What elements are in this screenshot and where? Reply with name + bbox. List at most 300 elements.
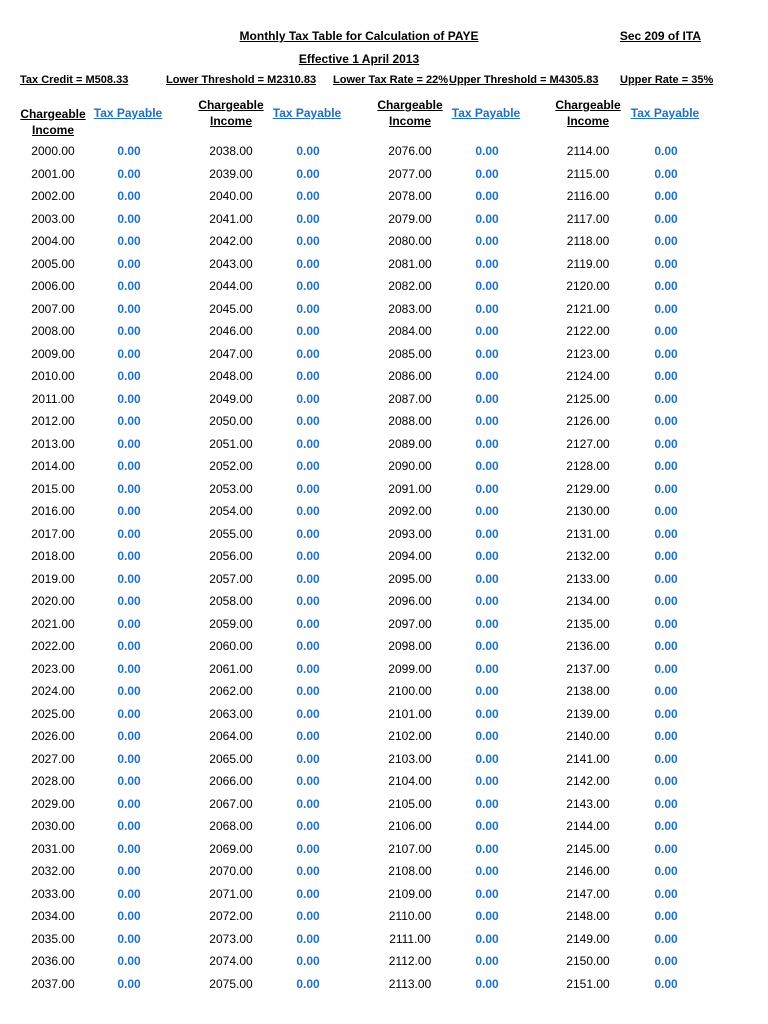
chargeable-income-cell: 2123.00 (566, 346, 610, 361)
tax-payable-cell: 0.00 (475, 864, 499, 878)
chargeable-income-cell: 2093.00 (388, 526, 432, 541)
tax-payable-cell: 0.00 (654, 549, 678, 563)
chargeable-income-cell: 2046.00 (209, 324, 253, 338)
chargeable-income-cell: 2089.00 (388, 436, 432, 451)
tax-payable-cell: 0.00 (654, 639, 678, 653)
tax-payable-cell: 0.00 (654, 211, 678, 226)
tax-payable-cell: 0.00 (117, 616, 141, 631)
chargeable-income-cell: 2142.00 (566, 774, 610, 788)
tax-payable-cell: 0.00 (654, 819, 678, 833)
tax-payable-cell: 0.00 (296, 954, 320, 968)
chargeable-income-cell: 2102.00 (388, 729, 432, 743)
tax-payable-cell: 0.00 (654, 931, 678, 946)
chargeable-income-cell: 2148.00 (566, 909, 610, 923)
tax-payable-cell: 0.00 (117, 301, 141, 316)
chargeable-income-cell: 2121.00 (566, 301, 610, 316)
header-line: Chargeable (20, 107, 86, 121)
tax-payable-cell: 0.00 (117, 751, 141, 766)
tax-payable-cell: 0.00 (296, 436, 320, 451)
tax-payable-cell: 0.00 (296, 819, 320, 833)
tax-payable-cell: 0.00 (296, 841, 320, 856)
tax-payable-cell: 0.00 (117, 639, 141, 653)
chargeable-income-cell: 2128.00 (566, 459, 610, 473)
chargeable-income-cell: 2109.00 (388, 886, 432, 901)
chargeable-income-cell: 2112.00 (388, 954, 432, 968)
tax-payable-cell: 0.00 (475, 234, 499, 248)
tax-payable-cell: 0.00 (296, 459, 320, 473)
chargeable-income-header (191, 97, 271, 129)
chargeable-income-cell: 2113.00 (388, 976, 432, 991)
tax-payable-cell: 0.00 (475, 729, 499, 743)
chargeable-income-cell: 2072.00 (209, 909, 253, 923)
tax-payable-cell: 0.00 (296, 796, 320, 811)
header-line: Chargeable (555, 98, 621, 112)
tax-payable-cell: 0.00 (117, 661, 141, 676)
tax-payable-cell: 0.00 (117, 481, 141, 496)
tax-payable-cell: 0.00 (654, 684, 678, 698)
tax-payable-cell: 0.00 (296, 684, 320, 698)
chargeable-income-cell: 2069.00 (209, 841, 253, 856)
tax-payable-cell: 0.00 (475, 436, 499, 451)
chargeable-income-cell: 2064.00 (209, 729, 253, 743)
tax-payable-header: Tax Payable (630, 106, 700, 120)
chargeable-income-cell: 2087.00 (388, 391, 432, 406)
chargeable-income-header (13, 106, 93, 138)
tax-payable-cell: 0.00 (654, 189, 678, 203)
tax-payable-cell: 0.00 (296, 571, 320, 586)
chargeable-income-cell: 2059.00 (209, 616, 253, 631)
tax-payable-cell: 0.00 (475, 481, 499, 496)
tax-payable-cell: 0.00 (117, 504, 141, 518)
chargeable-income-cell: 2095.00 (388, 571, 432, 586)
chargeable-income-cell: 2132.00 (566, 549, 610, 563)
tax-payable-cell: 0.00 (654, 391, 678, 406)
chargeable-income-cell: 2092.00 (388, 504, 432, 518)
chargeable-income-cell: 2091.00 (388, 481, 432, 496)
chargeable-income-cell: 2020.00 (31, 594, 75, 608)
chargeable-income-cell: 2077.00 (388, 166, 432, 181)
tax-payable-cell: 0.00 (475, 616, 499, 631)
chargeable-income-cell: 2034.00 (31, 909, 75, 923)
tax-credit: Tax Credit = M508.33 (20, 74, 129, 86)
chargeable-income-cell: 2018.00 (31, 549, 75, 563)
tax-payable-cell: 0.00 (475, 144, 499, 158)
tax-payable-cell: 0.00 (654, 751, 678, 766)
chargeable-income-cell: 2131.00 (566, 526, 610, 541)
tax-payable-cell: 0.00 (475, 256, 499, 271)
header-line: Income (31, 123, 74, 137)
tax-payable-cell: 0.00 (654, 571, 678, 586)
tax-payable-cell: 0.00 (296, 211, 320, 226)
chargeable-income-cell: 2086.00 (388, 369, 432, 383)
tax-payable-cell: 0.00 (475, 189, 499, 203)
chargeable-income-cell: 2042.00 (209, 234, 253, 248)
tax-payable-cell: 0.00 (296, 324, 320, 338)
upper-rate: Upper Rate = 35% (620, 74, 714, 86)
tax-payable-cell: 0.00 (654, 661, 678, 676)
tax-payable-cell: 0.00 (117, 324, 141, 338)
chargeable-income-cell: 2043.00 (209, 256, 253, 271)
tax-payable-cell: 0.00 (296, 706, 320, 721)
tax-payable-cell: 0.00 (475, 324, 499, 338)
tax-payable-cell: 0.00 (117, 459, 141, 473)
chargeable-income-cell: 2044.00 (209, 279, 253, 293)
chargeable-income-cell: 2145.00 (566, 841, 610, 856)
tax-payable-cell: 0.00 (654, 234, 678, 248)
tax-payable-cell: 0.00 (475, 301, 499, 316)
chargeable-income-cell: 2138.00 (566, 684, 610, 698)
tax-payable-cell: 0.00 (117, 909, 141, 923)
chargeable-income-cell: 2104.00 (388, 774, 432, 788)
chargeable-income-cell: 2041.00 (209, 211, 253, 226)
chargeable-income-cell: 2026.00 (31, 729, 75, 743)
chargeable-income-cell: 2117.00 (566, 211, 610, 226)
chargeable-income-cell: 2122.00 (566, 324, 610, 338)
tax-payable-cell: 0.00 (296, 616, 320, 631)
header-line: Income (566, 114, 609, 128)
tax-payable-cell: 0.00 (117, 796, 141, 811)
chargeable-income-cell: 2144.00 (566, 819, 610, 833)
chargeable-income-cell: 2073.00 (209, 931, 253, 946)
chargeable-income-cell: 2056.00 (209, 549, 253, 563)
chargeable-income-cell: 2088.00 (388, 414, 432, 428)
tax-payable-cell: 0.00 (654, 369, 678, 383)
tax-payable-cell: 0.00 (296, 234, 320, 248)
chargeable-income-cell: 2021.00 (31, 616, 75, 631)
chargeable-income-cell: 2049.00 (209, 391, 253, 406)
chargeable-income-cell: 2017.00 (31, 526, 75, 541)
chargeable-income-cell: 2007.00 (31, 301, 75, 316)
tax-payable-cell: 0.00 (296, 661, 320, 676)
chargeable-income-cell: 2130.00 (566, 504, 610, 518)
chargeable-income-cell: 2135.00 (566, 616, 610, 631)
tax-payable-header: Tax Payable (272, 106, 342, 120)
tax-payable-cell: 0.00 (475, 639, 499, 653)
tax-payable-cell: 0.00 (475, 346, 499, 361)
chargeable-income-cell: 2075.00 (209, 976, 253, 991)
tax-payable-cell: 0.00 (654, 414, 678, 428)
tax-payable-cell: 0.00 (117, 954, 141, 968)
tax-payable-cell: 0.00 (117, 189, 141, 203)
tax-payable-cell: 0.00 (654, 909, 678, 923)
chargeable-income-cell: 2070.00 (209, 864, 253, 878)
tax-payable-cell: 0.00 (296, 774, 320, 788)
tax-payable-cell: 0.00 (475, 526, 499, 541)
chargeable-income-cell: 2137.00 (566, 661, 610, 676)
tax-payable-cell: 0.00 (654, 504, 678, 518)
tax-payable-cell: 0.00 (475, 571, 499, 586)
chargeable-income-cell: 2080.00 (388, 234, 432, 248)
header-line: Income (209, 114, 252, 128)
chargeable-income-cell: 2140.00 (566, 729, 610, 743)
tax-payable-cell: 0.00 (117, 819, 141, 833)
tax-payable-cell: 0.00 (117, 571, 141, 586)
chargeable-income-cell: 2127.00 (566, 436, 610, 451)
chargeable-income-cell: 2039.00 (209, 166, 253, 181)
tax-payable-cell: 0.00 (654, 256, 678, 271)
chargeable-income-cell: 2101.00 (388, 706, 432, 721)
tax-payable-cell: 0.00 (117, 279, 141, 293)
tax-payable-cell: 0.00 (117, 211, 141, 226)
chargeable-income-cell: 2006.00 (31, 279, 75, 293)
chargeable-income-cell: 2003.00 (31, 211, 75, 226)
chargeable-income-cell: 2048.00 (209, 369, 253, 383)
chargeable-income-cell: 2115.00 (566, 166, 610, 181)
tax-payable-cell: 0.00 (296, 189, 320, 203)
tax-payable-cell: 0.00 (117, 886, 141, 901)
chargeable-income-header (548, 97, 628, 129)
tax-payable-cell: 0.00 (296, 639, 320, 653)
chargeable-income-cell: 2058.00 (209, 594, 253, 608)
tax-payable-cell: 0.00 (475, 819, 499, 833)
tax-payable-cell: 0.00 (296, 751, 320, 766)
tax-payable-cell: 0.00 (654, 616, 678, 631)
chargeable-income-cell: 2045.00 (209, 301, 253, 316)
tax-payable-cell: 0.00 (117, 234, 141, 248)
tax-payable-cell: 0.00 (296, 886, 320, 901)
chargeable-income-cell: 2016.00 (31, 504, 75, 518)
tax-payable-cell: 0.00 (475, 549, 499, 563)
tax-payable-cell: 0.00 (296, 301, 320, 316)
tax-payable-cell: 0.00 (475, 931, 499, 946)
chargeable-income-cell: 2147.00 (566, 886, 610, 901)
tax-payable-cell: 0.00 (296, 256, 320, 271)
chargeable-income-cell: 2150.00 (566, 954, 610, 968)
tax-payable-cell: 0.00 (117, 346, 141, 361)
chargeable-income-cell: 2125.00 (566, 391, 610, 406)
tax-payable-cell: 0.00 (475, 954, 499, 968)
chargeable-income-cell: 2106.00 (388, 819, 432, 833)
chargeable-income-cell: 2008.00 (31, 324, 75, 338)
tax-payable-cell: 0.00 (654, 144, 678, 158)
chargeable-income-cell: 2031.00 (31, 841, 75, 856)
lower-tax-rate: Lower Tax Rate = 22% (333, 74, 449, 86)
chargeable-income-cell: 2119.00 (566, 256, 610, 271)
chargeable-income-cell: 2050.00 (209, 414, 253, 428)
tax-payable-cell: 0.00 (654, 976, 678, 991)
tax-payable-cell: 0.00 (654, 796, 678, 811)
chargeable-income-cell: 2081.00 (388, 256, 432, 271)
page-title: Monthly Tax Table for Calculation of PAYE (239, 29, 479, 43)
tax-payable-cell: 0.00 (117, 549, 141, 563)
chargeable-income-cell: 2030.00 (31, 819, 75, 833)
tax-payable-cell: 0.00 (475, 661, 499, 676)
tax-payable-cell: 0.00 (654, 841, 678, 856)
chargeable-income-cell: 2143.00 (566, 796, 610, 811)
tax-payable-cell: 0.00 (296, 549, 320, 563)
chargeable-income-cell: 2111.00 (389, 931, 431, 946)
tax-payable-cell: 0.00 (475, 774, 499, 788)
chargeable-income-cell: 2082.00 (388, 279, 432, 293)
lower-threshold: Lower Threshold = M2310.83 (166, 74, 317, 86)
chargeable-income-cell: 2126.00 (566, 414, 610, 428)
tax-payable-header: Tax Payable (451, 106, 521, 120)
chargeable-income-cell: 2025.00 (31, 706, 75, 721)
chargeable-income-cell: 2067.00 (209, 796, 253, 811)
tax-payable-cell: 0.00 (296, 144, 320, 158)
tax-payable-cell: 0.00 (475, 594, 499, 608)
tax-payable-cell: 0.00 (117, 841, 141, 856)
tax-payable-cell: 0.00 (475, 279, 499, 293)
chargeable-income-cell: 2022.00 (31, 639, 75, 653)
chargeable-income-cell: 2027.00 (31, 751, 75, 766)
chargeable-income-cell: 2036.00 (31, 954, 75, 968)
tax-payable-cell: 0.00 (117, 391, 141, 406)
tax-payable-cell: 0.00 (117, 526, 141, 541)
chargeable-income-cell: 2107.00 (388, 841, 432, 856)
tax-payable-cell: 0.00 (475, 369, 499, 383)
chargeable-income-cell: 2090.00 (388, 459, 432, 473)
chargeable-income-cell: 2134.00 (566, 594, 610, 608)
tax-payable-cell: 0.00 (475, 504, 499, 518)
tax-payable-cell: 0.00 (475, 459, 499, 473)
tax-payable-cell: 0.00 (296, 931, 320, 946)
chargeable-income-cell: 2014.00 (31, 459, 75, 473)
chargeable-income-cell: 2076.00 (388, 144, 432, 158)
header-line: Chargeable (377, 98, 443, 112)
tax-payable-cell: 0.00 (117, 436, 141, 451)
tax-payable-header: Tax Payable (93, 106, 163, 120)
chargeable-income-cell: 2063.00 (209, 706, 253, 721)
tax-payable-cell: 0.00 (117, 144, 141, 158)
effective-date: Effective 1 April 2013 (298, 52, 420, 66)
tax-payable-cell: 0.00 (117, 976, 141, 991)
chargeable-income-cell: 2015.00 (31, 481, 75, 496)
tax-payable-cell: 0.00 (296, 481, 320, 496)
chargeable-income-cell: 2038.00 (209, 144, 253, 158)
tax-payable-cell: 0.00 (296, 369, 320, 383)
chargeable-income-cell: 2037.00 (31, 976, 75, 991)
tax-payable-cell: 0.00 (654, 459, 678, 473)
tax-payable-cell: 0.00 (654, 594, 678, 608)
chargeable-income-cell: 2083.00 (388, 301, 432, 316)
chargeable-income-cell: 2094.00 (388, 549, 432, 563)
chargeable-income-cell: 2096.00 (388, 594, 432, 608)
chargeable-income-cell: 2099.00 (388, 661, 432, 676)
tax-payable-cell: 0.00 (117, 774, 141, 788)
chargeable-income-cell: 2100.00 (388, 684, 432, 698)
tax-payable-cell: 0.00 (296, 864, 320, 878)
chargeable-income-cell: 2065.00 (209, 751, 253, 766)
chargeable-income-cell: 2005.00 (31, 256, 75, 271)
chargeable-income-cell: 2053.00 (209, 481, 253, 496)
chargeable-income-cell: 2098.00 (388, 639, 432, 653)
tax-payable-cell: 0.00 (475, 909, 499, 923)
tax-payable-cell: 0.00 (654, 166, 678, 181)
tax-payable-cell: 0.00 (654, 526, 678, 541)
chargeable-income-cell: 2023.00 (31, 661, 75, 676)
chargeable-income-cell: 2103.00 (388, 751, 432, 766)
chargeable-income-cell: 2110.00 (388, 909, 432, 923)
chargeable-income-cell: 2012.00 (31, 414, 75, 428)
chargeable-income-cell: 2149.00 (566, 931, 610, 946)
chargeable-income-cell: 2060.00 (209, 639, 253, 653)
tax-payable-cell: 0.00 (117, 729, 141, 743)
tax-payable-cell: 0.00 (475, 841, 499, 856)
chargeable-income-header (370, 97, 450, 129)
tax-payable-cell: 0.00 (654, 729, 678, 743)
header-line: Chargeable (198, 98, 264, 112)
tax-payable-cell: 0.00 (117, 166, 141, 181)
chargeable-income-cell: 2009.00 (31, 346, 75, 361)
tax-payable-cell: 0.00 (475, 414, 499, 428)
chargeable-income-cell: 2001.00 (31, 166, 75, 181)
tax-payable-cell: 0.00 (475, 166, 499, 181)
chargeable-income-cell: 2061.00 (209, 661, 253, 676)
tax-payable-cell: 0.00 (296, 414, 320, 428)
chargeable-income-cell: 2054.00 (209, 504, 253, 518)
chargeable-income-cell: 2002.00 (31, 189, 75, 203)
tax-payable-cell: 0.00 (475, 684, 499, 698)
tax-payable-cell: 0.00 (475, 211, 499, 226)
chargeable-income-cell: 2071.00 (209, 886, 253, 901)
tax-payable-cell: 0.00 (654, 481, 678, 496)
tax-payable-cell: 0.00 (654, 346, 678, 361)
tax-payable-cell: 0.00 (475, 886, 499, 901)
chargeable-income-cell: 2055.00 (209, 526, 253, 541)
chargeable-income-cell: 2124.00 (566, 369, 610, 383)
tax-payable-cell: 0.00 (654, 436, 678, 451)
chargeable-income-cell: 2000.00 (31, 144, 75, 158)
chargeable-income-cell: 2129.00 (566, 481, 610, 496)
tax-payable-cell: 0.00 (117, 931, 141, 946)
chargeable-income-cell: 2066.00 (209, 774, 253, 788)
chargeable-income-cell: 2114.00 (566, 144, 610, 158)
chargeable-income-cell: 2052.00 (209, 459, 253, 473)
tax-payable-cell: 0.00 (117, 706, 141, 721)
tax-payable-cell: 0.00 (654, 886, 678, 901)
chargeable-income-cell: 2079.00 (388, 211, 432, 226)
chargeable-income-cell: 2141.00 (566, 751, 610, 766)
tax-payable-cell: 0.00 (475, 796, 499, 811)
tax-payable-cell: 0.00 (296, 504, 320, 518)
chargeable-income-cell: 2062.00 (209, 684, 253, 698)
chargeable-income-cell: 2084.00 (388, 324, 432, 338)
tax-payable-cell: 0.00 (296, 909, 320, 923)
chargeable-income-cell: 2010.00 (31, 369, 75, 383)
chargeable-income-cell: 2133.00 (566, 571, 610, 586)
tax-payable-cell: 0.00 (296, 976, 320, 991)
chargeable-income-cell: 2029.00 (31, 796, 75, 811)
chargeable-income-cell: 2028.00 (31, 774, 75, 788)
tax-payable-cell: 0.00 (475, 706, 499, 721)
chargeable-income-cell: 2146.00 (566, 864, 610, 878)
chargeable-income-cell: 2051.00 (209, 436, 253, 451)
chargeable-income-cell: 2097.00 (388, 616, 432, 631)
chargeable-income-cell: 2085.00 (388, 346, 432, 361)
chargeable-income-cell: 2118.00 (566, 234, 610, 248)
chargeable-income-cell: 2011.00 (31, 391, 75, 406)
tax-payable-cell: 0.00 (475, 976, 499, 991)
tax-payable-cell: 0.00 (296, 729, 320, 743)
header-line: Income (388, 114, 431, 128)
tax-payable-cell: 0.00 (117, 414, 141, 428)
tax-payable-cell: 0.00 (117, 256, 141, 271)
tax-payable-cell: 0.00 (296, 166, 320, 181)
chargeable-income-cell: 2078.00 (388, 189, 432, 203)
chargeable-income-cell: 2116.00 (566, 189, 610, 203)
tax-payable-cell: 0.00 (296, 279, 320, 293)
tax-payable-cell: 0.00 (654, 864, 678, 878)
chargeable-income-cell: 2019.00 (31, 571, 75, 586)
chargeable-income-cell: 2004.00 (31, 234, 75, 248)
chargeable-income-cell: 2033.00 (31, 886, 75, 901)
chargeable-income-cell: 2057.00 (209, 571, 253, 586)
chargeable-income-cell: 2047.00 (209, 346, 253, 361)
tax-payable-cell: 0.00 (296, 594, 320, 608)
tax-payable-cell: 0.00 (117, 864, 141, 878)
tax-payable-cell: 0.00 (117, 369, 141, 383)
